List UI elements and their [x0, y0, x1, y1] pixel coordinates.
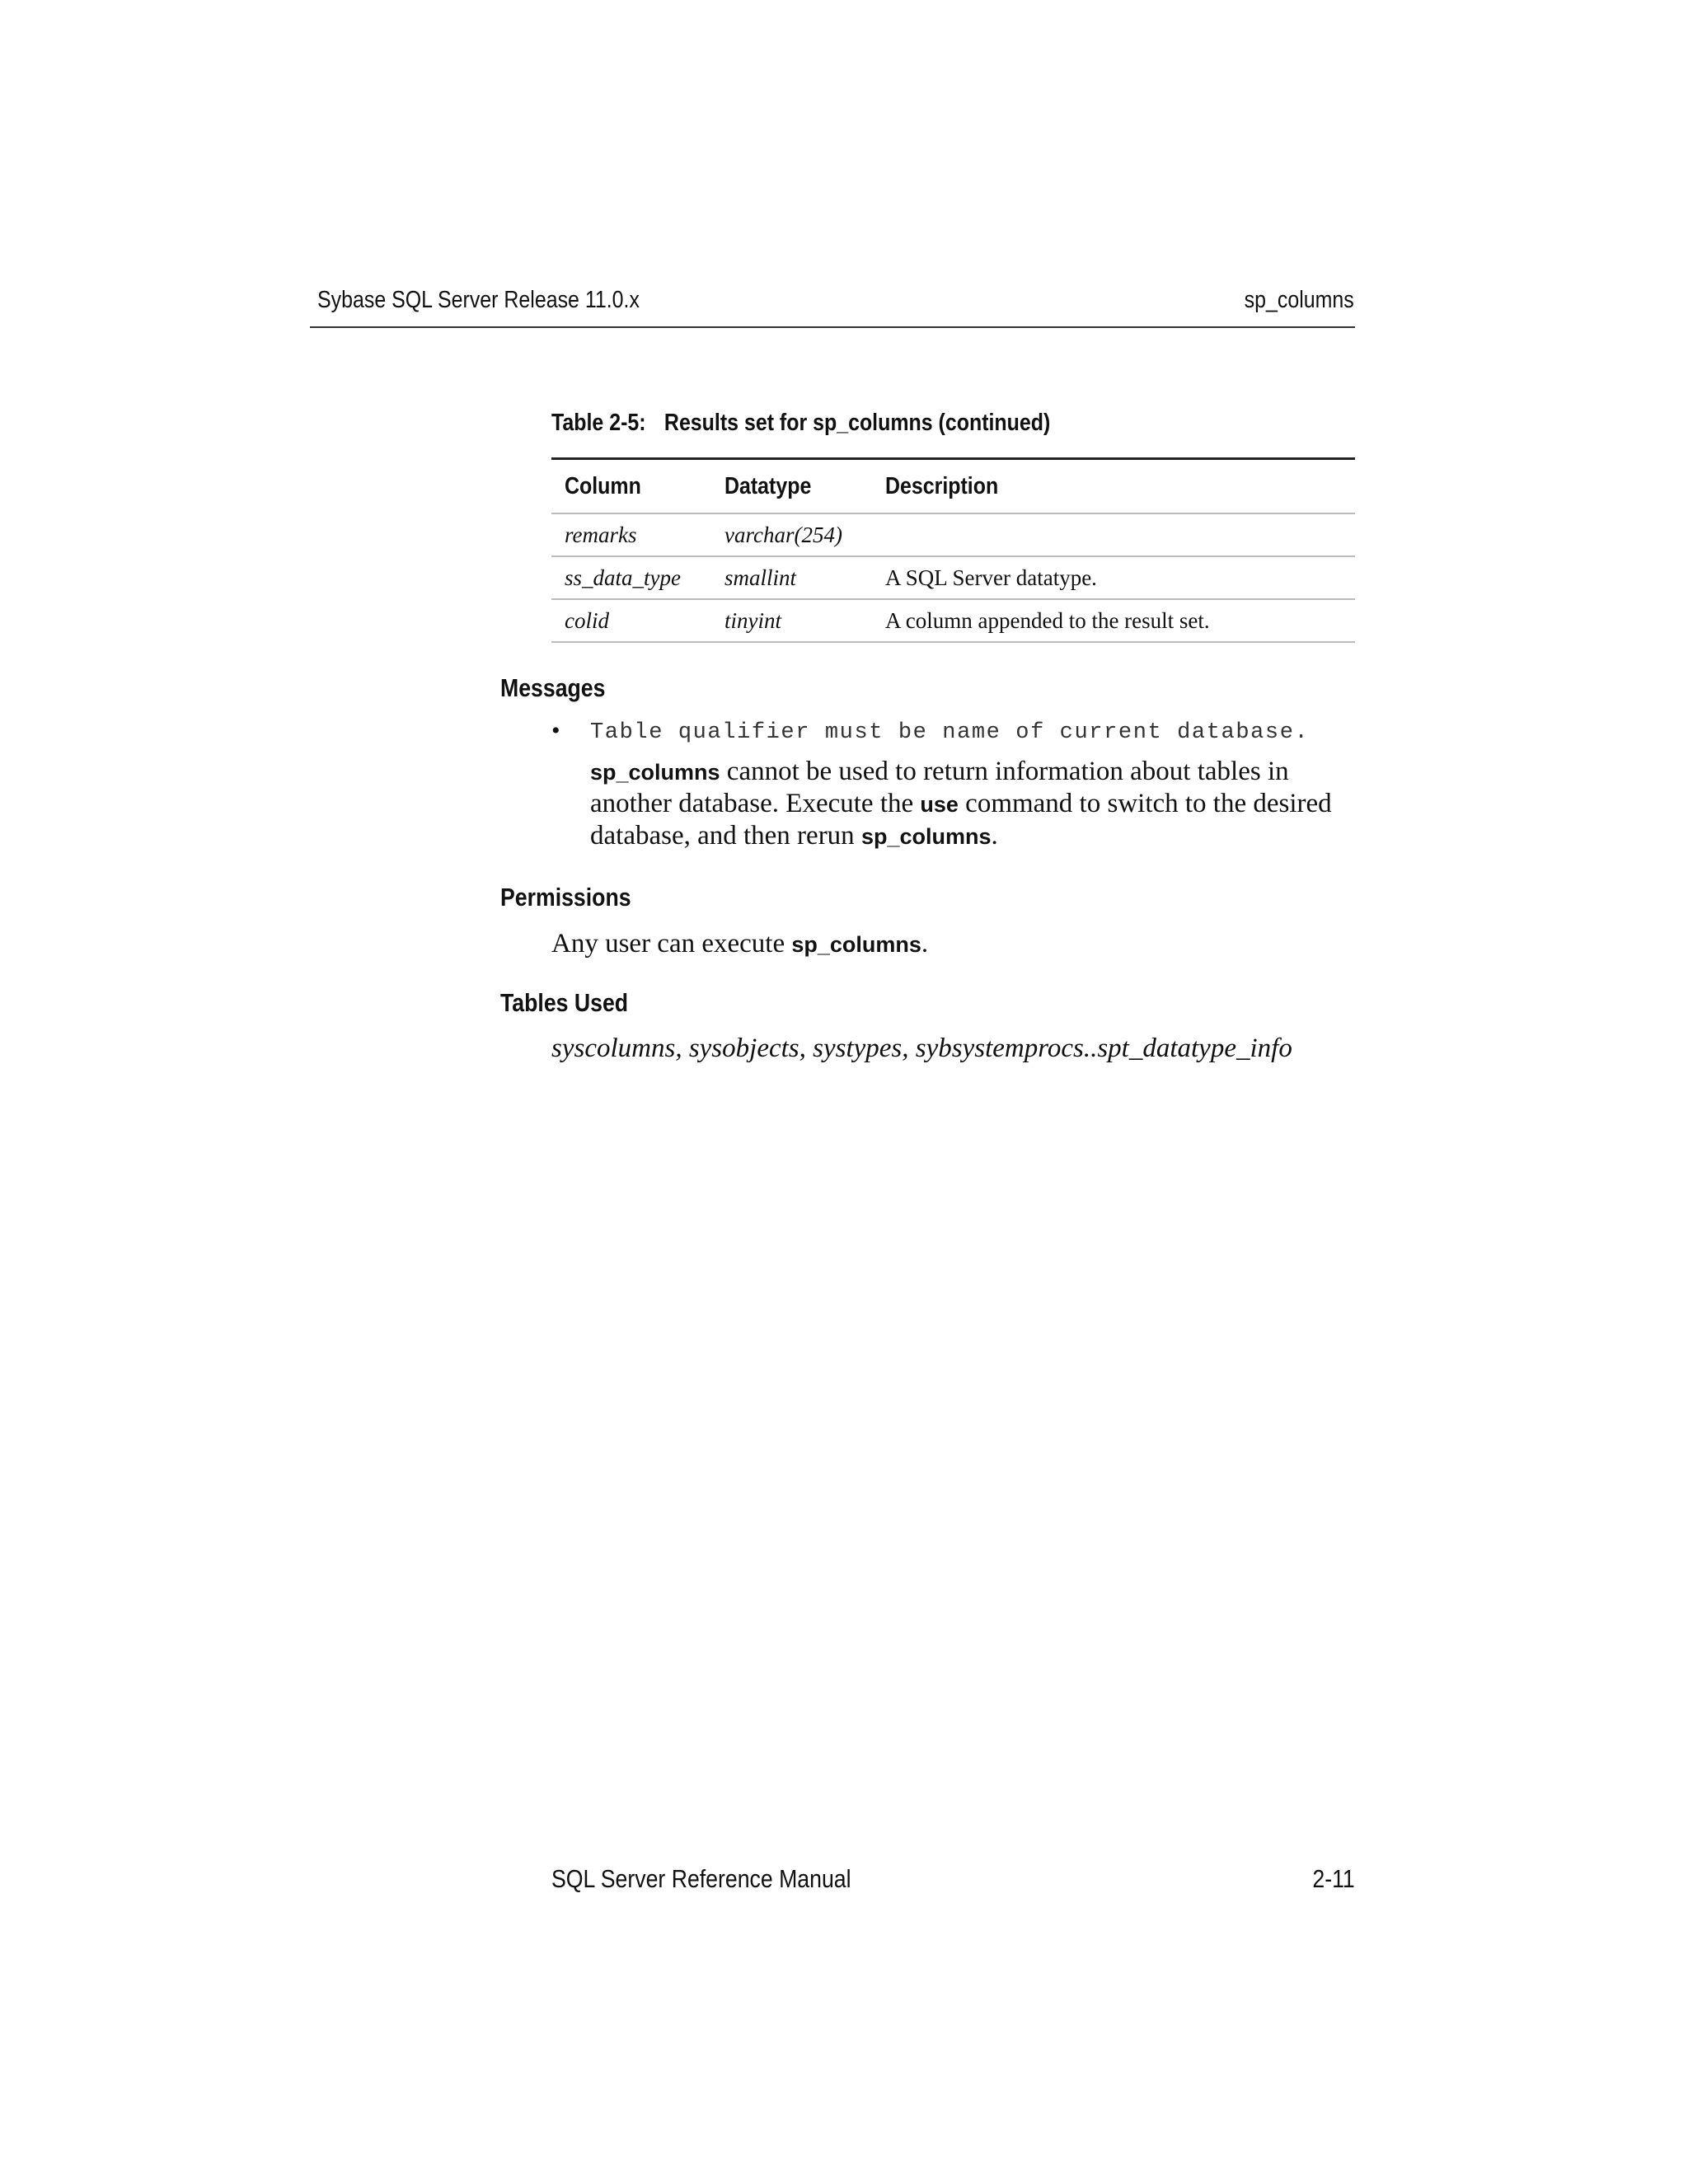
table-cell-column: remarks	[565, 523, 637, 547]
permissions-heading: Permissions	[500, 883, 631, 912]
table-cell-column: ss_data_type	[565, 565, 681, 590]
column-header-description: Description	[885, 473, 999, 499]
bullet-icon: •	[551, 717, 560, 744]
table-caption	[551, 410, 1050, 437]
message-explanation	[590, 756, 1357, 852]
command-name: sp_columns	[590, 760, 720, 785]
permissions-text	[551, 928, 928, 960]
command-name: use	[920, 792, 959, 817]
message-text-part: command to switch to the desired database, and then rerun	[590, 789, 1332, 851]
command-name: sp_columns	[860, 824, 992, 849]
column-header-column: Column	[565, 473, 641, 499]
column-header-datatype: Datatype	[724, 473, 812, 499]
table-cell-datatype: varchar(254)	[724, 523, 842, 547]
table-cell-description: A SQL Server datatype.	[885, 565, 1097, 590]
results-table	[551, 457, 1355, 643]
table-caption-title: Results set for sp_columns (continued)	[663, 410, 1051, 436]
table-row	[551, 557, 1355, 600]
header-section: sp_columns	[1244, 287, 1354, 313]
permissions-text-part: Any user can execute	[551, 929, 792, 958]
message-code: Table qualifier must be name of current database.	[590, 720, 1310, 745]
message-text-part: cannot be used to return information about tables in another database. Execute the	[590, 757, 1289, 818]
table-cell-datatype: smallint	[724, 565, 797, 590]
table-caption-number: Table 2-5:	[551, 410, 646, 436]
messages-heading: Messages	[500, 673, 606, 702]
permissions-text-part: .	[921, 929, 929, 958]
command-name: sp_columns	[791, 932, 921, 957]
tables-used-list: syscolumns, sysobjects, systypes, sybsystemprocs..spt_datatype_info	[551, 1033, 1292, 1063]
tables-used-heading: Tables Used	[500, 988, 629, 1017]
table-cell-column: colid	[565, 608, 609, 633]
table-cell-description: A column appended to the result set.	[885, 608, 1210, 633]
table-row	[551, 514, 1355, 557]
table-header-row	[551, 460, 1355, 514]
header-product: Sybase SQL Server Release 11.0.x	[317, 287, 640, 313]
message-text-part: .	[991, 821, 998, 851]
page-number: 2-11	[1312, 1864, 1355, 1893]
footer-title: SQL Server Reference Manual	[551, 1864, 851, 1893]
header-rule	[310, 326, 1355, 328]
table-cell-datatype: tinyint	[724, 608, 781, 633]
table-row	[551, 600, 1355, 643]
